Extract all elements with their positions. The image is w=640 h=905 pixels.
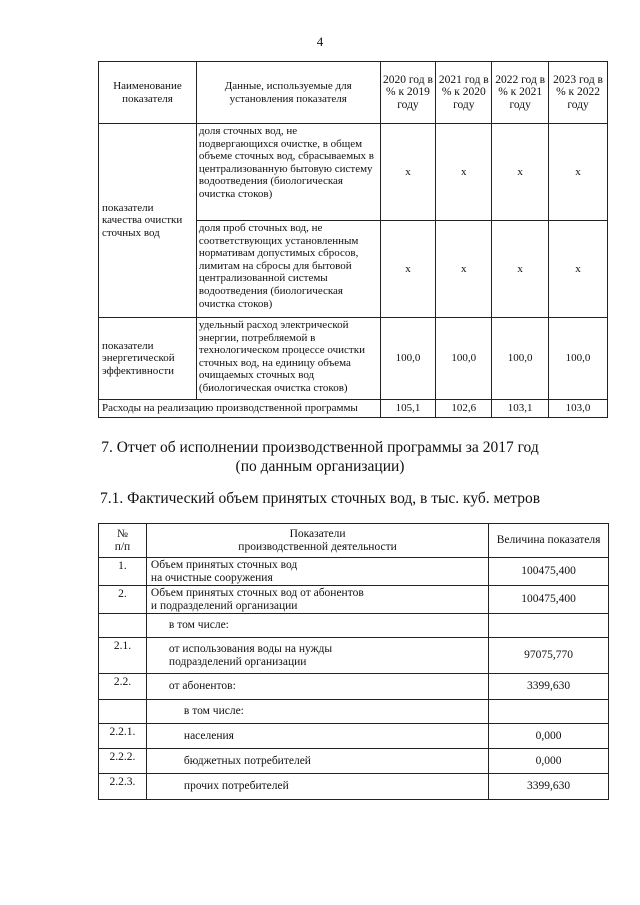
column-header-value: Величина показателя [489,524,609,558]
row-number: 2.2.3. [99,774,147,800]
row-number [99,614,147,638]
indicator-group-name: показатели энергетической эффективности [99,318,197,400]
table-row [99,674,609,700]
indicator-value: 100475,400 [489,558,609,586]
indicator-value: 97075,770 [489,638,609,674]
indicator-value: 3399,630 [489,774,609,800]
wastewater-volume-table [98,523,609,800]
indicator-description: доля сточных вод, не подвергающихся очистке, в общем объеме сточных вод, сбрасываемых в централизованную бытовую систему водоотведения (биологическая очистка стоков) [196,124,380,221]
indicator-value: 0,000 [489,749,609,774]
indicator-label: прочих потребителей [146,774,488,800]
table-row [99,638,609,674]
column-header-2023: 2023 год в % к 2022 году [549,62,608,124]
indicator-description: удельный расход электрической энергии, потребляемой в технологическом процессе очистки сточных вод, на единицу объема очищаемых сточных вод (биологическая очистка стоков) [196,318,380,400]
column-header-name: Наименование показателя [99,62,197,124]
value-cell: х [380,124,436,221]
section-7-title: 7. Отчет об исполнении производственной программы за 2017 год (по данным организации) [101,439,539,475]
value-cell: 100,0 [549,318,608,400]
table-header-row [99,62,608,124]
value-cell: х [436,124,492,221]
indicator-value: 3399,630 [489,674,609,700]
indicator-label: бюджетных потребителей [146,749,488,774]
column-header-number: № п/п [99,524,147,558]
indicator-value: 0,000 [489,724,609,749]
section-7-1-title: 7.1. Фактический объем принятых сточных вод, в тыс. куб. метров [99,490,541,507]
indicator-label: от абонентов: [146,674,488,700]
row-number: 2.1. [99,638,147,674]
table-row [99,749,609,774]
table-row [99,558,609,586]
row-number: 2.2.1. [99,724,147,749]
table-row [99,124,608,221]
column-header-data: Данные, используемые для установления показателя [196,62,380,124]
column-header-indicators: Показатели производственной деятельности [146,524,488,558]
value-cell: х [549,221,608,318]
row-number: 2.2. [99,674,147,700]
indicator-value [489,614,609,638]
expenses-row [99,400,608,418]
value-cell: х [549,124,608,221]
value-cell: х [380,221,436,318]
table-row [99,318,608,400]
value-cell: х [436,221,492,318]
production-indicators-table [98,61,608,418]
table-row [99,586,609,614]
value-cell: 100,0 [380,318,436,400]
table-row [99,774,609,800]
row-number [99,700,147,724]
indicator-label: Объем принятых сточных вод на очистные сооружения [146,558,488,586]
indicator-value: 100475,400 [489,586,609,614]
value-cell: 105,1 [380,400,436,418]
row-number: 1. [99,558,147,586]
indicator-group-name: показатели качества очистки сточных вод [99,124,197,318]
value-cell: 100,0 [492,318,549,400]
indicator-label: в том числе: [146,614,488,638]
column-header-2021: 2021 год в % к 2020 году [436,62,492,124]
expenses-label: Расходы на реализацию производственной программы [99,400,381,418]
indicator-label: населения [146,724,488,749]
value-cell: 100,0 [436,318,492,400]
row-number: 2. [99,586,147,614]
page-number: 4 [316,34,324,49]
value-cell: 103,1 [492,400,549,418]
indicator-value [489,700,609,724]
indicator-label: от использования воды на нужды подразделений организации [146,638,488,674]
value-cell: х [492,124,549,221]
indicator-description: доля проб сточных вод, не соответствующих установленным нормативам допустимых сбросов, лимитам на сбросы для бытовой централизованной системы водоотведения (биологическая очистка стоков) [196,221,380,318]
indicator-label: в том числе: [146,700,488,724]
table-header-row [99,524,609,558]
indicator-label: Объем принятых сточных вод от абонентов и подразделений организации [146,586,488,614]
table-row [99,724,609,749]
column-header-2020: 2020 год в % к 2019 году [380,62,436,124]
value-cell: х [492,221,549,318]
table-row [99,614,609,638]
column-header-2022: 2022 год в % к 2021 году [492,62,549,124]
value-cell: 102,6 [436,400,492,418]
row-number: 2.2.2. [99,749,147,774]
value-cell: 103,0 [549,400,608,418]
table-row [99,700,609,724]
